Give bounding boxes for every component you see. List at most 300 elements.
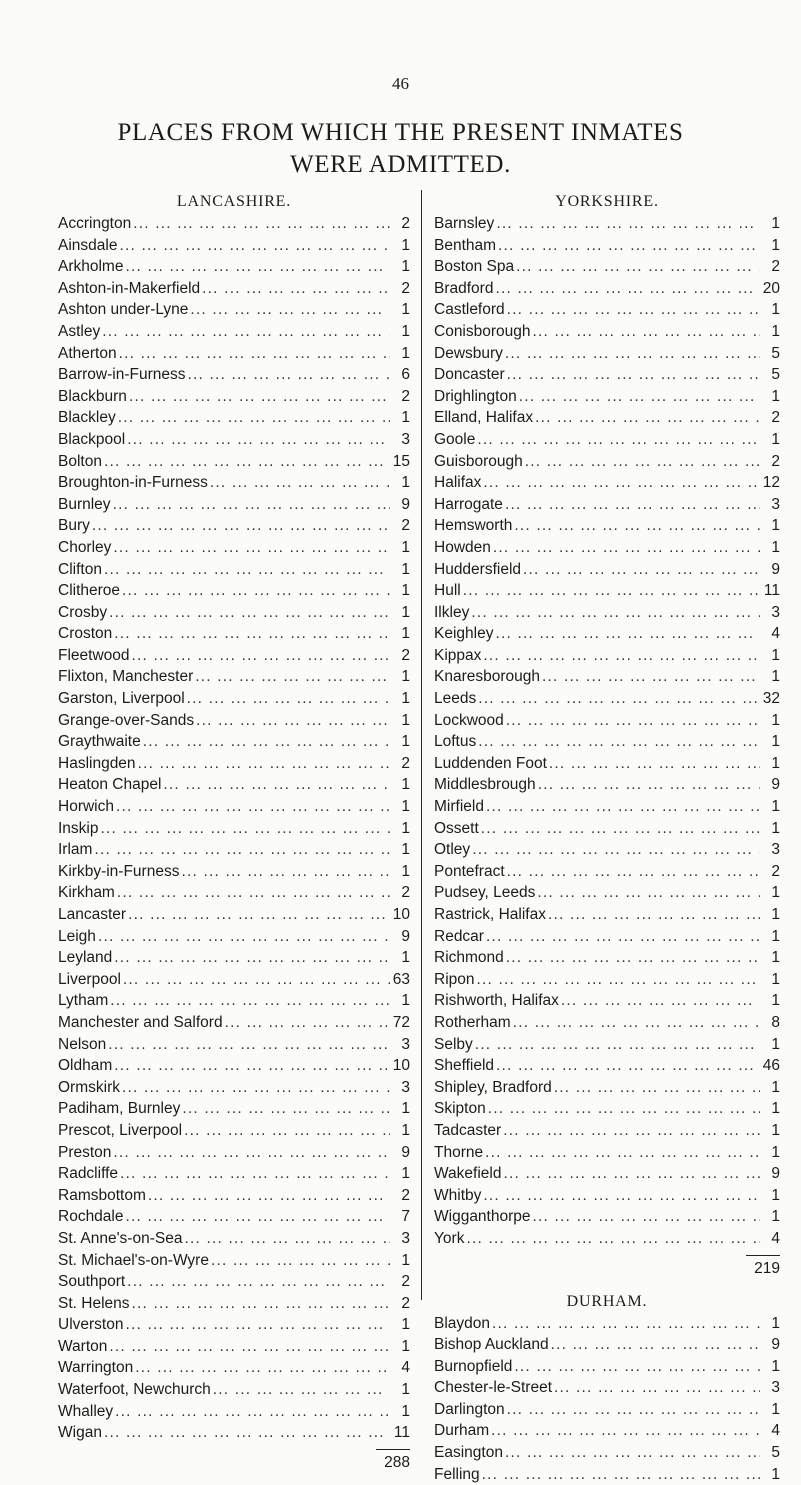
leader-dots bbox=[111, 537, 390, 559]
inmate-count: 3 bbox=[760, 602, 780, 624]
leader-dots bbox=[106, 1034, 390, 1056]
place-name: Hemsworth bbox=[434, 515, 512, 537]
inmate-count: 1 bbox=[760, 213, 780, 235]
leader-dots bbox=[179, 861, 390, 883]
place-name: Garston, Liverpool bbox=[58, 688, 185, 710]
place-name: Chester-le-Street bbox=[434, 1377, 552, 1399]
place-name: Loftus bbox=[434, 731, 476, 753]
list-item bbox=[58, 1336, 410, 1358]
leader-dots bbox=[136, 753, 390, 775]
place-name: Arkholme bbox=[58, 256, 123, 278]
list-item bbox=[434, 472, 780, 494]
place-name: Clifton bbox=[58, 559, 102, 581]
place-name: Pontefract bbox=[434, 861, 505, 883]
lancashire-list bbox=[58, 213, 410, 1444]
place-name: Flixton, Manchester bbox=[58, 666, 193, 688]
list-item bbox=[434, 645, 780, 667]
place-name: Doncaster bbox=[434, 364, 505, 386]
list-item bbox=[434, 688, 780, 710]
leader-dots bbox=[475, 429, 760, 451]
list-item bbox=[58, 926, 410, 948]
inmate-count: 1 bbox=[760, 947, 780, 969]
leader-dots bbox=[200, 278, 390, 300]
place-name: Howden bbox=[434, 537, 491, 559]
place-name: Ulverston bbox=[58, 1314, 123, 1336]
place-name: Mirfield bbox=[434, 796, 484, 818]
inmate-count: 6 bbox=[390, 364, 410, 386]
place-name: Kirkham bbox=[58, 882, 115, 904]
list-item bbox=[58, 1098, 410, 1120]
place-name: Keighley bbox=[434, 623, 493, 645]
list-item bbox=[58, 818, 410, 840]
leader-dots bbox=[113, 1401, 390, 1423]
leader-dots bbox=[120, 1077, 390, 1099]
leader-dots bbox=[123, 256, 390, 278]
inmate-count: 3 bbox=[760, 839, 780, 861]
list-item bbox=[434, 1034, 780, 1056]
leader-dots bbox=[494, 1055, 760, 1077]
leader-dots bbox=[120, 580, 390, 602]
yorkshire-heading: YORKSHIRE. bbox=[434, 191, 780, 213]
leader-dots bbox=[107, 1336, 390, 1358]
leader-dots bbox=[182, 1120, 390, 1142]
inmate-count: 1 bbox=[760, 386, 780, 408]
inmate-count: 46 bbox=[760, 1055, 780, 1077]
place-name: Luddenden Foot bbox=[434, 753, 547, 775]
leader-dots bbox=[90, 515, 390, 537]
list-item bbox=[58, 1250, 410, 1272]
leader-dots bbox=[481, 1185, 760, 1207]
leader-dots bbox=[102, 559, 390, 581]
leader-dots bbox=[479, 818, 760, 840]
inmate-count: 15 bbox=[390, 451, 410, 473]
page-number: 46 bbox=[0, 74, 801, 94]
leader-dots bbox=[194, 710, 390, 732]
inmate-count: 1 bbox=[390, 472, 410, 494]
list-item bbox=[58, 343, 410, 365]
inmate-count: 2 bbox=[390, 278, 410, 300]
list-item bbox=[58, 947, 410, 969]
inmate-count: 10 bbox=[390, 904, 410, 926]
place-name: Felling bbox=[434, 1464, 480, 1485]
place-name: Manchester and Salford bbox=[58, 1012, 223, 1034]
place-name: Wigan bbox=[58, 1422, 102, 1444]
list-item bbox=[434, 364, 780, 386]
list-item bbox=[434, 386, 780, 408]
list-item bbox=[58, 1077, 410, 1099]
inmate-count: 1 bbox=[760, 926, 780, 948]
list-item bbox=[58, 1293, 410, 1315]
leader-dots bbox=[99, 818, 391, 840]
place-name: Barnsley bbox=[434, 213, 494, 235]
place-name: St. Anne's-on-Sea bbox=[58, 1228, 182, 1250]
inmate-count: 1 bbox=[760, 1464, 780, 1485]
place-name: Thorne bbox=[434, 1142, 483, 1164]
inmate-count: 1 bbox=[390, 537, 410, 559]
inmate-count: 1 bbox=[760, 1142, 780, 1164]
list-item bbox=[58, 515, 410, 537]
inmate-count: 1 bbox=[390, 774, 410, 796]
place-name: Graythwaite bbox=[58, 731, 141, 753]
list-item bbox=[434, 1334, 780, 1356]
inmate-count: 2 bbox=[760, 407, 780, 429]
inmate-count: 1 bbox=[390, 861, 410, 883]
leader-dots bbox=[504, 710, 760, 732]
place-name: Chorley bbox=[58, 537, 111, 559]
leader-dots bbox=[531, 321, 760, 343]
place-name: Warton bbox=[58, 1336, 107, 1358]
inmate-count: 10 bbox=[390, 1055, 410, 1077]
leader-dots bbox=[208, 472, 390, 494]
list-item bbox=[58, 256, 410, 278]
leader-dots bbox=[125, 429, 390, 451]
place-name: Wigganthorpe bbox=[434, 1206, 531, 1228]
inmate-count: 1 bbox=[760, 1120, 780, 1142]
leader-dots bbox=[475, 969, 761, 991]
inmate-count: 5 bbox=[760, 364, 780, 386]
inmate-count: 1 bbox=[390, 1098, 410, 1120]
place-name: Leigh bbox=[58, 926, 96, 948]
place-name: Bishop Auckland bbox=[434, 1334, 549, 1356]
inmate-count: 3 bbox=[390, 1228, 410, 1250]
list-item bbox=[58, 861, 410, 883]
place-name: Selby bbox=[434, 1034, 473, 1056]
place-name: Otley bbox=[434, 839, 470, 861]
inmate-count: 2 bbox=[390, 213, 410, 235]
inmate-count: 11 bbox=[760, 580, 780, 602]
leader-dots bbox=[535, 882, 760, 904]
inmate-count: 3 bbox=[760, 494, 780, 516]
place-name: Sheffield bbox=[434, 1055, 494, 1077]
inmate-count: 1 bbox=[760, 1077, 780, 1099]
leader-dots bbox=[211, 1379, 390, 1401]
place-name: Knaresborough bbox=[434, 666, 540, 688]
list-item bbox=[434, 1163, 780, 1185]
inmate-count: 11 bbox=[390, 1422, 410, 1444]
place-name: Conisborough bbox=[434, 321, 531, 343]
inmate-count: 1 bbox=[390, 1401, 410, 1423]
list-item bbox=[434, 947, 780, 969]
inmate-count: 2 bbox=[760, 451, 780, 473]
leader-dots bbox=[107, 602, 390, 624]
inmate-count: 1 bbox=[390, 407, 410, 429]
place-name: Whalley bbox=[58, 1401, 113, 1423]
inmate-count: 1 bbox=[760, 796, 780, 818]
leader-dots bbox=[131, 213, 390, 235]
place-name: York bbox=[434, 1228, 464, 1250]
page-title-line-1: PLACES FROM WHICH THE PRESENT INMATES bbox=[0, 118, 801, 148]
leader-dots bbox=[559, 990, 760, 1012]
inmate-count: 1 bbox=[390, 602, 410, 624]
inmate-count: 1 bbox=[760, 1034, 780, 1056]
durham-heading: DURHAM. bbox=[434, 1291, 780, 1313]
place-name: Harrogate bbox=[434, 494, 503, 516]
list-item bbox=[58, 321, 410, 343]
list-item bbox=[434, 1464, 780, 1485]
yorkshire-list bbox=[434, 213, 780, 1250]
leader-dots bbox=[193, 666, 390, 688]
place-name: Croston bbox=[58, 623, 112, 645]
leader-dots bbox=[536, 774, 760, 796]
inmate-count: 9 bbox=[760, 774, 780, 796]
leader-dots bbox=[505, 299, 760, 321]
place-name: Easington bbox=[434, 1442, 503, 1464]
leader-dots bbox=[123, 1314, 390, 1336]
inmate-count: 1 bbox=[760, 1206, 780, 1228]
place-name: Fleetwood bbox=[58, 645, 130, 667]
place-name: Clitheroe bbox=[58, 580, 120, 602]
list-item bbox=[58, 213, 410, 235]
inmate-count: 2 bbox=[390, 1271, 410, 1293]
list-item bbox=[58, 1401, 410, 1423]
place-name: Blaydon bbox=[434, 1313, 490, 1335]
list-item bbox=[58, 774, 410, 796]
list-item bbox=[58, 1357, 410, 1379]
place-name: Ilkley bbox=[434, 602, 469, 624]
leader-dots bbox=[531, 1206, 760, 1228]
leader-dots bbox=[486, 1098, 760, 1120]
inmate-count: 2 bbox=[760, 256, 780, 278]
list-item bbox=[434, 666, 780, 688]
list-item bbox=[58, 235, 410, 257]
leader-dots bbox=[185, 364, 390, 386]
leader-dots bbox=[118, 1163, 390, 1185]
place-name: Leyland bbox=[58, 947, 112, 969]
list-item bbox=[434, 926, 780, 948]
list-item bbox=[434, 1120, 780, 1142]
list-item bbox=[434, 1206, 780, 1228]
list-item bbox=[58, 580, 410, 602]
place-name: Wakefield bbox=[434, 1163, 501, 1185]
list-item bbox=[58, 666, 410, 688]
inmate-count: 3 bbox=[390, 1034, 410, 1056]
list-item bbox=[58, 1422, 410, 1444]
list-item bbox=[58, 364, 410, 386]
list-item bbox=[434, 494, 780, 516]
place-name: Middlesbrough bbox=[434, 774, 536, 796]
inmate-count: 1 bbox=[760, 645, 780, 667]
yorkshire-total-rule bbox=[746, 1255, 780, 1256]
list-item bbox=[58, 1163, 410, 1185]
place-name: Goole bbox=[434, 429, 475, 451]
leader-dots bbox=[133, 1357, 390, 1379]
inmate-count: 8 bbox=[760, 1012, 780, 1034]
leader-dots bbox=[92, 839, 390, 861]
list-item bbox=[434, 256, 780, 278]
inmate-count: 3 bbox=[390, 429, 410, 451]
list-item bbox=[434, 1313, 780, 1335]
list-item bbox=[58, 1142, 410, 1164]
inmate-count: 1 bbox=[390, 710, 410, 732]
leader-dots bbox=[503, 1442, 760, 1464]
list-item bbox=[434, 710, 780, 732]
lancashire-heading: LANCASHIRE. bbox=[58, 191, 410, 213]
list-item bbox=[58, 451, 410, 473]
inmate-count: 5 bbox=[760, 343, 780, 365]
list-item bbox=[434, 1098, 780, 1120]
leader-dots bbox=[185, 688, 390, 710]
list-item bbox=[434, 731, 780, 753]
place-name: Elland, Halifax bbox=[434, 407, 533, 429]
list-item bbox=[434, 1185, 780, 1207]
list-item bbox=[58, 796, 410, 818]
leader-dots bbox=[489, 1420, 760, 1442]
leader-dots bbox=[494, 213, 760, 235]
column-divider bbox=[421, 190, 422, 1300]
inmate-count: 1 bbox=[760, 515, 780, 537]
inmate-count: 1 bbox=[760, 235, 780, 257]
inmate-count: 9 bbox=[760, 1163, 780, 1185]
place-name: Rotherham bbox=[434, 1012, 511, 1034]
inmate-count: 2 bbox=[390, 645, 410, 667]
inmate-count: 1 bbox=[760, 299, 780, 321]
leader-dots bbox=[505, 861, 760, 883]
list-item bbox=[58, 559, 410, 581]
leader-dots bbox=[100, 321, 390, 343]
leader-dots bbox=[483, 1142, 760, 1164]
place-name: Astley bbox=[58, 321, 100, 343]
leader-dots bbox=[126, 904, 390, 926]
inmate-count: 1 bbox=[390, 1120, 410, 1142]
leader-dots bbox=[521, 559, 760, 581]
leader-dots bbox=[223, 1012, 390, 1034]
list-item bbox=[434, 861, 780, 883]
place-name: Irlam bbox=[58, 839, 92, 861]
inmate-count: 4 bbox=[390, 1357, 410, 1379]
place-name: Tadcaster bbox=[434, 1120, 501, 1142]
leader-dots bbox=[501, 1120, 760, 1142]
leader-dots bbox=[546, 904, 760, 926]
leader-dots bbox=[209, 1250, 390, 1272]
inmate-count: 4 bbox=[760, 623, 780, 645]
leader-dots bbox=[552, 1077, 760, 1099]
inmate-count: 1 bbox=[760, 990, 780, 1012]
leader-dots bbox=[491, 537, 760, 559]
leader-dots bbox=[96, 926, 390, 948]
place-name: St. Michael's-on-Wyre bbox=[58, 1250, 209, 1272]
list-item bbox=[434, 990, 780, 1012]
inmate-count: 3 bbox=[760, 1377, 780, 1399]
leader-dots bbox=[124, 1206, 391, 1228]
list-item bbox=[434, 429, 780, 451]
inmate-count: 1 bbox=[390, 580, 410, 602]
list-item bbox=[58, 688, 410, 710]
inmate-count: 9 bbox=[760, 1334, 780, 1356]
inmate-count: 1 bbox=[390, 818, 410, 840]
leader-dots bbox=[473, 1034, 760, 1056]
leader-dots bbox=[464, 1228, 760, 1250]
list-item bbox=[58, 753, 410, 775]
list-item bbox=[434, 753, 780, 775]
list-item bbox=[434, 818, 780, 840]
leader-dots bbox=[501, 1163, 760, 1185]
inmate-count: 1 bbox=[760, 1356, 780, 1378]
leader-dots bbox=[540, 666, 760, 688]
place-name: Atherton bbox=[58, 343, 117, 365]
list-item bbox=[58, 537, 410, 559]
place-name: Waterfoot, Newchurch bbox=[58, 1379, 211, 1401]
leader-dots bbox=[112, 1055, 390, 1077]
list-item bbox=[434, 1442, 780, 1464]
inmate-count: 1 bbox=[760, 731, 780, 753]
place-name: Guisborough bbox=[434, 451, 523, 473]
leader-dots bbox=[108, 990, 390, 1012]
inmate-count: 32 bbox=[760, 688, 780, 710]
inmate-count: 1 bbox=[390, 796, 410, 818]
leader-dots bbox=[188, 299, 390, 321]
leader-dots bbox=[112, 623, 390, 645]
inmate-count: 2 bbox=[390, 1185, 410, 1207]
leader-dots bbox=[117, 235, 390, 257]
list-item bbox=[58, 1379, 410, 1401]
list-item bbox=[58, 882, 410, 904]
place-name: Horwich bbox=[58, 796, 114, 818]
inmate-count: 1 bbox=[390, 559, 410, 581]
leader-dots bbox=[496, 235, 760, 257]
inmate-count: 2 bbox=[390, 515, 410, 537]
place-name: Ripon bbox=[434, 969, 475, 991]
list-item bbox=[58, 710, 410, 732]
list-item bbox=[58, 494, 410, 516]
list-item bbox=[58, 1034, 410, 1056]
place-name: Rishworth, Halifax bbox=[434, 990, 559, 1012]
inmate-count: 1 bbox=[390, 1250, 410, 1272]
inmate-count: 1 bbox=[390, 321, 410, 343]
place-name: Shipley, Bradford bbox=[434, 1077, 552, 1099]
leader-dots bbox=[130, 1293, 390, 1315]
list-item bbox=[434, 1142, 780, 1164]
leader-dots bbox=[511, 1012, 760, 1034]
place-name: Halifax bbox=[434, 472, 481, 494]
inmate-count: 9 bbox=[390, 926, 410, 948]
inmate-count: 63 bbox=[390, 969, 410, 991]
inmate-count: 1 bbox=[390, 990, 410, 1012]
leader-dots bbox=[130, 645, 390, 667]
leader-dots bbox=[547, 753, 760, 775]
list-item bbox=[58, 839, 410, 861]
place-name: Preston bbox=[58, 1142, 111, 1164]
inmate-count: 1 bbox=[390, 623, 410, 645]
leader-dots bbox=[481, 472, 760, 494]
leader-dots bbox=[117, 343, 390, 365]
list-item bbox=[434, 278, 780, 300]
inmate-count: 1 bbox=[760, 969, 780, 991]
place-name: Burnopfield bbox=[434, 1356, 512, 1378]
leader-dots bbox=[125, 1271, 390, 1293]
place-name: Durham bbox=[434, 1420, 489, 1442]
inmate-count: 1 bbox=[390, 299, 410, 321]
leader-dots bbox=[180, 1098, 390, 1120]
leader-dots bbox=[161, 774, 390, 796]
leader-dots bbox=[141, 731, 390, 753]
leader-dots bbox=[111, 494, 390, 516]
place-name: Kirkby-in-Furness bbox=[58, 861, 179, 883]
list-item bbox=[58, 623, 410, 645]
list-item bbox=[58, 731, 410, 753]
inmate-count: 1 bbox=[390, 1163, 410, 1185]
inmate-count: 1 bbox=[760, 1399, 780, 1421]
leader-dots bbox=[480, 1464, 760, 1485]
place-name: Bolton bbox=[58, 451, 102, 473]
place-name: Bradford bbox=[434, 278, 493, 300]
place-name: Inskip bbox=[58, 818, 99, 840]
leader-dots bbox=[493, 278, 760, 300]
place-name: Richmond bbox=[434, 947, 504, 969]
list-item bbox=[434, 1228, 780, 1250]
inmate-count: 1 bbox=[390, 839, 410, 861]
list-item bbox=[58, 1314, 410, 1336]
inmate-count: 1 bbox=[390, 1314, 410, 1336]
